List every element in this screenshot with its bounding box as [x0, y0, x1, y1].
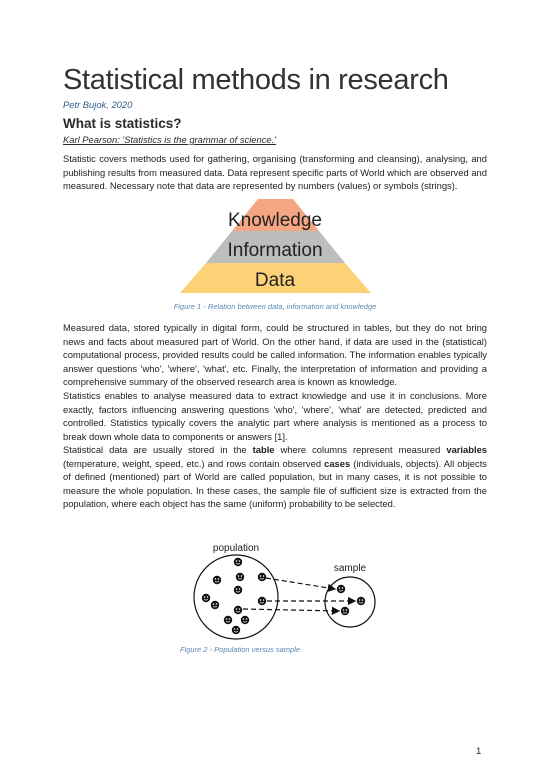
page-number: 1: [476, 746, 482, 757]
population-member-icon: [258, 597, 266, 605]
sample-label: sample: [333, 563, 367, 574]
population-member-icon: [236, 573, 244, 581]
pyramid-label-knowledge: Knowledge: [227, 210, 323, 231]
paragraph-4-text-2: where columns represent measured: [274, 444, 447, 455]
sample-member-icon: [357, 597, 365, 605]
sample-member-icon: [341, 607, 349, 615]
term-table: table: [252, 444, 275, 455]
knowledge-pyramid-figure: [0, 198, 550, 298]
paragraph-4-text-1: Statistical data are usually stored in the: [63, 444, 253, 455]
population-member-icon: [213, 576, 221, 584]
term-cases: cases: [324, 457, 351, 469]
population-member-icon: [234, 558, 242, 566]
population-sample-figure: [0, 540, 550, 650]
population-member-icon: [202, 594, 210, 602]
selection-arrow: [243, 609, 339, 611]
population-member-icon: [234, 606, 242, 614]
paragraph-4-text-3: (temperature, weight, speed, etc.) and rows contain observed: [63, 457, 325, 469]
sample-member-icon: [337, 585, 345, 593]
paragraph-4: [63, 443, 487, 511]
population-member-icon: [258, 573, 266, 581]
section-heading: What is statistics?: [63, 116, 182, 131]
population-member-icon: [232, 626, 240, 634]
term-variables: variables: [446, 444, 488, 455]
population-member-icon: [224, 616, 232, 624]
population-member-icon: [234, 586, 242, 594]
figure-1-caption: Figure 1 - Relation between data, information and knowledge: [173, 302, 377, 311]
paragraph-1: Statistic covers methods used for gathering, organising (transforming and cleansing), analysing, and publishing results from measured data. Data represent specific parts of World which are observed and measured. Necessary note that data are represented by numbers (values) or symbols (strings).: [63, 153, 487, 191]
paragraph-2: Measured data, stored typically in digital form, could be structured in tables, but they do not bring news and facts about measured part of World. On the other hand, if data are used in the (statistical) computational process, provided results could be called information. The information enables typically answer questions 'who', 'where', 'what', etc. Finally, the interpretation of information and providing a comprehensive summary of the observed research area is known as knowledge.: [63, 322, 487, 387]
author-line: Petr Bujok, 2020: [63, 99, 133, 110]
population-member-icon: [241, 616, 249, 624]
population-label: population: [212, 543, 260, 554]
paragraph-4-text-4: (individuals, objects). All objects of defined (mentioned) part of World are called population, but in many cases, it is not possible to measure the whole population. In these cases, the sample file of sufficient size is extracted from the population, where each object has the same (uniform) probability to be selected.: [63, 457, 487, 509]
sample-circle: [325, 577, 375, 627]
figure-2-caption: Figure 2 - Population versus sample: [179, 645, 301, 654]
pyramid-label-information: Information: [227, 240, 323, 261]
page-title: Statistical methods in research: [63, 64, 449, 96]
quote: Karl Pearson: 'Statistics is the grammar of science.': [63, 134, 277, 145]
pyramid-label-data: Data: [254, 270, 296, 291]
population-member-icon: [211, 601, 219, 609]
paragraph-3: Statistics enables to analyse measured data to extract knowledge and use it in conclusions. More exactly, factors influencing answering questions 'who', 'where', 'what' are detected, predicted and controlled. Statistics typically covers the analytic part where analysis is mentioned as a process to break down whole data to components or answers [1].: [63, 390, 487, 442]
